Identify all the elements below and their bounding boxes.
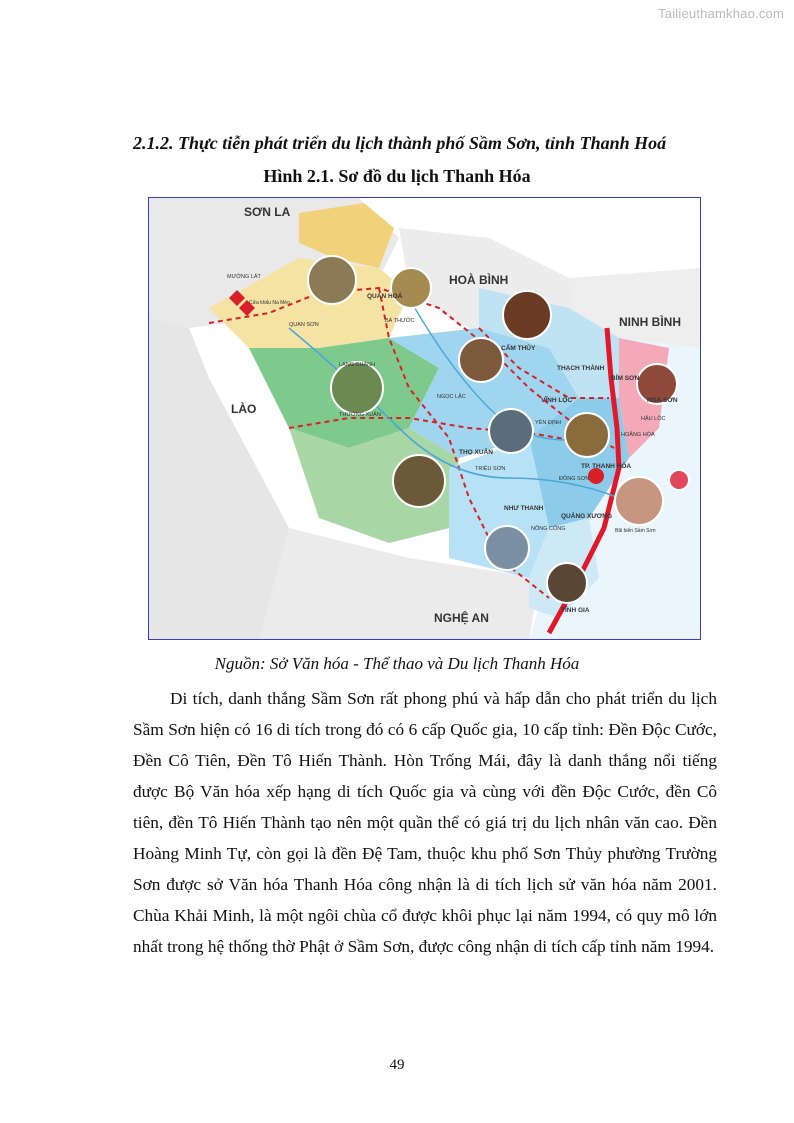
- photo-marker: [485, 526, 529, 570]
- map-graphic: [149, 198, 701, 640]
- label-ngoc-lac: NGỌC LẶC: [437, 394, 466, 400]
- photo-marker: [503, 291, 551, 339]
- tourism-map: [148, 197, 701, 640]
- label-lang-chanh: LANG CHÁNH: [339, 362, 376, 368]
- label-tinh-gia: TĨNH GIA: [561, 607, 590, 614]
- label-thach-thanh: THẠCH THÀNH: [557, 365, 605, 372]
- label-nga-son: NGA SƠN: [647, 397, 678, 404]
- label-muong-lat: MƯỜNG LÁT: [227, 274, 261, 280]
- label-trieu-son: TRIỆU SƠN: [475, 466, 506, 472]
- photo-marker: [391, 268, 431, 308]
- label-cua-khau: Cửa khẩu Na Mèo: [249, 300, 290, 306]
- label-son-la: SƠN LA: [244, 205, 291, 219]
- label-thuong-xuan: THƯỜNG XUÂN: [339, 412, 381, 418]
- photo-marker: [331, 362, 383, 414]
- photo-marker: [393, 455, 445, 507]
- label-hau-loc: HẬU LỘC: [641, 416, 666, 422]
- photo-marker: [669, 470, 689, 490]
- photo-marker: [547, 563, 587, 603]
- label-sam-son: Bãi biển Sầm Sơn: [615, 528, 656, 534]
- label-tho-xuan: THỌ XUÂN: [459, 449, 493, 456]
- label-quan-hoa: QUAN HOÁ: [367, 293, 403, 300]
- paragraph: Di tích, danh thắng Sầm Sơn rất phong phú và hấp dẫn cho phát triển du lịch Sầm Sơn hiện có 16 di tích trong đó có 6 cấp Quốc gia, 10 cấp tỉnh: Đền Độc Cước, Đền Cô Tiên, Đền Tô Hiến Thành. Hòn Trống Mái, đây là danh thắng nổi tiếng được Bộ Văn hóa xếp hạng di tích Quốc gia và cùng với đền Độc Cước, đền Cô tiên, đền Tô Hiến Thành tạo nên một quần thể có giá trị du lịch nhân văn cao. Đền Hoàng Minh Tự, còn gọi là đền Đệ Tam, thuộc khu phố Sơn Thủy phường Trường Sơn được sở Văn hóa Thanh Hóa công nhận là di tích lịch sử văn hóa năm 2001. Chùa Khải Minh, là một ngôi chùa cổ được khôi phục lại năm 1994, có quy mô lớn nhất trong hệ thống thờ Phật ở Sầm Sơn, được công nhận di tích cấp tỉnh năm 1994.: [133, 689, 717, 956]
- photo-marker: [459, 338, 503, 382]
- section-heading: 2.1.2. Thực tiễn phát triển du lịch thành phố Sầm Sơn, tỉnh Thanh Hoá: [133, 133, 667, 153]
- watermark: Tailieuthamkhao.com: [658, 6, 784, 21]
- photo-marker: [565, 413, 609, 457]
- label-bim-son: BỈM SƠN: [611, 375, 640, 382]
- label-nghe-an: NGHỆ AN: [434, 611, 489, 625]
- label-dong-son: ĐÔNG SƠN: [559, 476, 590, 482]
- city-marker: [588, 468, 604, 484]
- page-number: 49: [389, 1057, 405, 1073]
- label-nhu-thanh: NHƯ THANH: [504, 505, 544, 512]
- label-tp-thanh-hoa: TP. THANH HÓA: [581, 463, 632, 470]
- label-lao: LÀO: [231, 402, 257, 416]
- body-text: [133, 683, 717, 962]
- figure-source: Nguồn: Sở Văn hóa - Thể thao và Du lịch Thanh Hóa: [214, 654, 580, 673]
- label-quang-xuong: QUẢNG XƯƠNG: [561, 513, 613, 520]
- label-cam-thuy: CẨM THỦY: [501, 345, 536, 352]
- photo-marker: [489, 409, 533, 453]
- label-quan-son: QUAN SƠN: [289, 322, 319, 328]
- label-yen-dinh: YÊN ĐỊNH: [535, 420, 562, 426]
- label-ba-thuoc: BÁ THƯỚC: [385, 318, 415, 324]
- photo-marker: [615, 477, 663, 525]
- label-hoang-hoa: HOẰNG HÓA: [621, 432, 655, 438]
- figure-title: Hình 2.1. Sơ đồ du lịch Thanh Hóa: [263, 166, 531, 186]
- label-hoa-binh: HOÀ BÌNH: [449, 273, 509, 287]
- label-ninh-binh: NINH BÌNH: [619, 315, 681, 329]
- photo-marker: [308, 256, 356, 304]
- label-nong-cong: NÔNG CỐNG: [531, 526, 566, 532]
- label-vinh-loc: VĨNH LỘC: [541, 397, 573, 404]
